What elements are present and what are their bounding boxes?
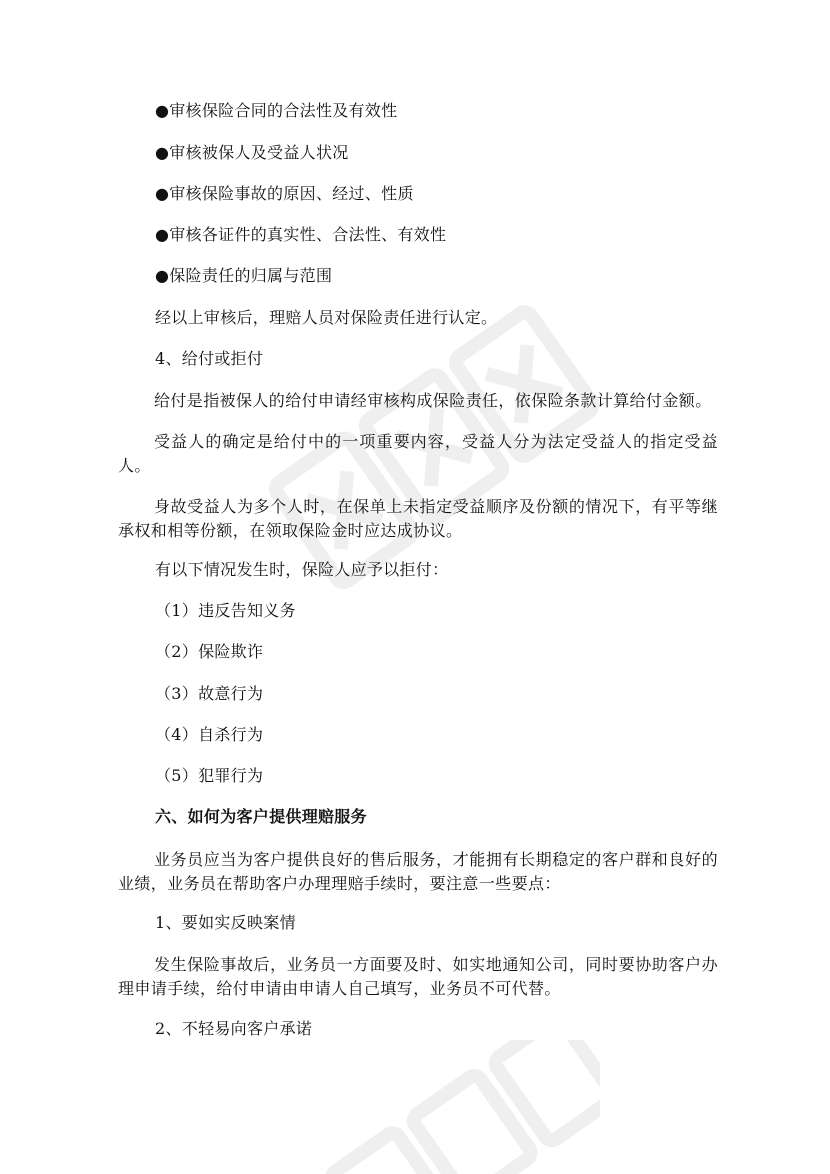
point-1-paragraph: 发生保险事故后，业务员一方面要及时、如实地通知公司，同时要协助客户办理申请手续，给付申请由申请人自己填写，业务员不可代替。	[118, 955, 718, 998]
bullet-item: ●审核保险合同的合法性及有效性	[155, 101, 398, 120]
refusal-item: （3）故意行为	[155, 684, 264, 703]
bullet-item: ●审核各证件的真实性、合法性、有效性	[155, 225, 447, 244]
payment-paragraph: 给付是指被保人的给付申请经审核构成保险责任，依保险条款计算给付金额。	[154, 391, 712, 410]
bullet-item: ●审核被保人及受益人状况	[155, 143, 349, 162]
refusal-item: （2）保险欺诈	[155, 642, 264, 661]
multiple-beneficiary-paragraph: 身故受益人为多个人时，在保单上未指定受益顺序及份额的情况下，有平等继承权和相等份额，在领取保险金时应达成协议。	[118, 497, 718, 540]
refusal-item: （5）犯罪行为	[155, 766, 264, 785]
refusal-intro: 有以下情况发生时，保险人应予以拒付：	[155, 560, 449, 579]
beneficiary-paragraph: 受益人的确定是给付中的一项重要内容，受益人分为法定受益人的指定受益人。	[118, 432, 718, 475]
section-heading-6: 六、如何为客户提供理赔服务	[155, 807, 367, 826]
refusal-item: （1）违反告知义务	[155, 601, 296, 620]
point-2-heading: 2、不轻易向客户承诺	[155, 1019, 313, 1038]
bullet-item: ●保险责任的归属与范围	[155, 266, 333, 285]
agent-paragraph: 业务员应当为客户提供良好的售后服务，才能拥有长期稳定的客户群和良好的业绩，业务员在帮助客户办理理赔手续时，要注意一些要点：	[118, 850, 718, 893]
refusal-item: （4）自杀行为	[155, 725, 264, 744]
point-1-heading: 1、要如实反映案情	[155, 913, 296, 932]
section-heading-4: 4、给付或拒付	[155, 349, 264, 368]
review-paragraph: 经以上审核后，理赔人员对保险责任进行认定。	[155, 308, 498, 327]
bullet-item: ●审核保险事故的原因、经过、性质	[155, 184, 414, 203]
watermark-logo-bottom	[300, 1040, 600, 1174]
